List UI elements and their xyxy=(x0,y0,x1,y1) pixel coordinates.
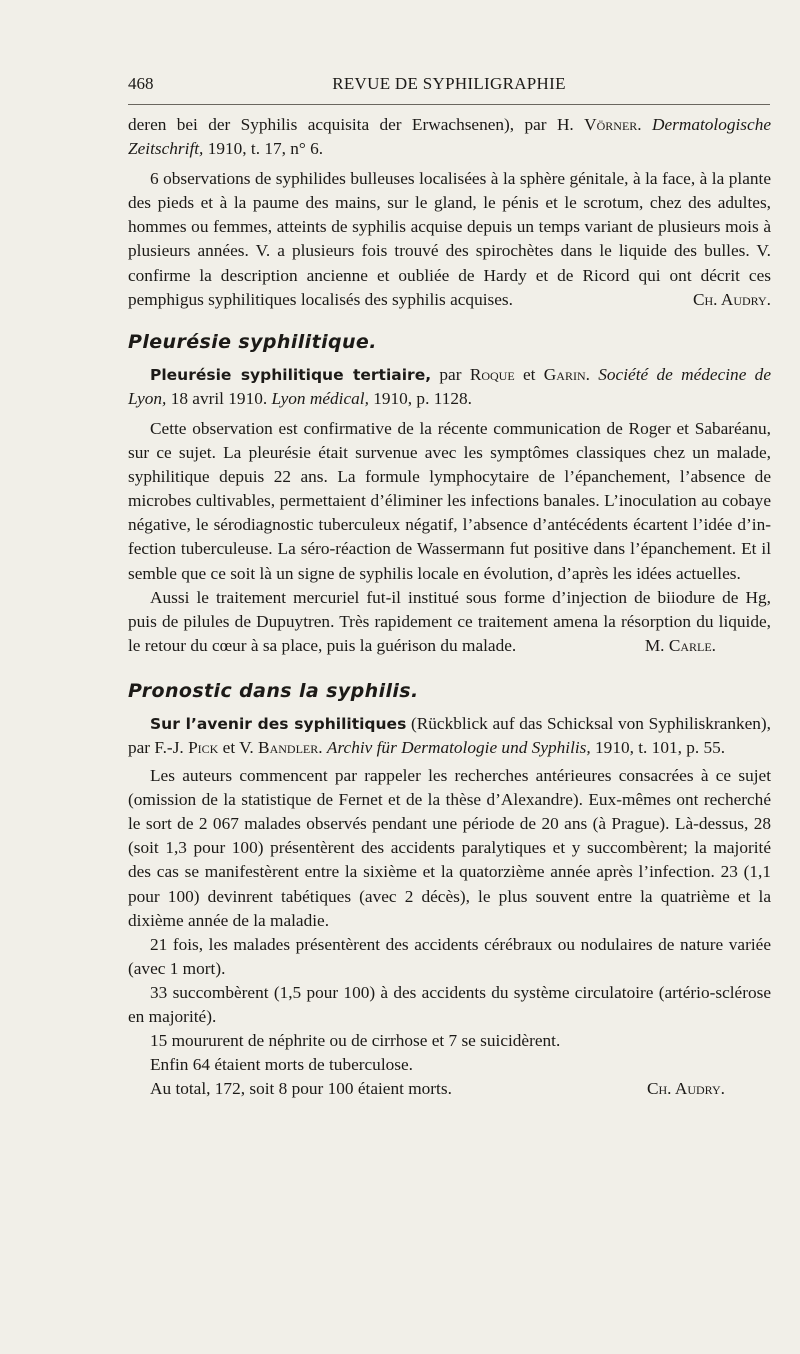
review-paragraph: 33 succombèrent (1,5 pour 100) à des accidents du système circulatoire (artério-sclérose en majorité). xyxy=(128,982,771,1026)
article-title: Sur l’avenir des syphilitiques xyxy=(150,714,407,733)
reviewer-signature: Ch. Audry. xyxy=(646,1079,725,1099)
author-name: Bandler xyxy=(258,737,319,757)
journal-name: Société de médecine de Lyon, xyxy=(128,364,771,408)
reviewer-signature: Ch. Audry. xyxy=(692,289,771,309)
article-reference: Sur l’avenir des syphilitiques (Rückblick auf das Schicksal von Syphiliskranken), par F.-J. Pick et V. Bandler. Archiv für Dermatologie und Syphilis, 1910, t. 101, p. 55. xyxy=(128,713,771,757)
section-heading: Pronostic dans la syphilis. xyxy=(128,679,419,702)
review-paragraph: 15 moururent de néphrite ou de cirrhose et 7 se suicidèrent. xyxy=(150,1031,561,1051)
article-reference: Pleurésie syphilitique tertiaire, par Roque et Garin. Société de médecine de Lyon, 18 avril 1910. Lyon médical, 1910, p. 1128. xyxy=(128,364,771,408)
page-number: 468 xyxy=(128,74,154,93)
header-rule xyxy=(128,104,770,105)
journal-name: Archiv für Dermatologie und Syphilis, xyxy=(326,737,591,757)
review-paragraph: 21 fois, les malades présentèrent des accidents cérébraux ou nodulaires de nature variée (avec 1 mort). xyxy=(128,934,771,978)
author-name: Garin xyxy=(543,364,586,384)
running-header xyxy=(128,74,770,96)
journal-name: Dermatologische Zeitschrift, xyxy=(128,115,772,159)
review-paragraph: 6 observations de syphilides bulleuses localisées à la sphère génitale, à la face, à la plante des pieds et à la paume des mains, sur le gland, le pénis et le scrotum, chez des adultes, hommes ou femmes, atteints de syphilis acquise depuis un temps variant de plusieurs mois à plusieurs années. V. a plusieurs fois trouvé des spirochètes dans le liquide des bulles. V. confirme la description ancienne et oubliée de Hardy et de Ricord qui ont décrit ces pemphigus syphilitiques localisés des syphilis acquises. Ch. Audry. xyxy=(128,167,771,312)
journal-name: Lyon médical, xyxy=(271,388,369,408)
author-name: Vörner xyxy=(584,115,638,134)
review-paragraph: Au total, 172, soit 8 pour 100 étaient morts. Ch. Audry. xyxy=(128,1077,771,1101)
review-paragraph: Enfin 64 étaient morts de tuberculose. xyxy=(150,1055,413,1075)
review-paragraph: Cette observation est confirmative de la récente communication de Roger et Sabaréanu, sur ce sujet. La pleurésie était survenue avec les symptômes classiques chez un malade, syphilitique depuis 22 ans. La formule lymphocytaire de l’épanchement, l’absence de microbes cultivables, permettaient d’éliminer les infections banales. L’inoculation au cobaye négative, le sérodiagnostic tuberculeux négatif, l’absence d’antécédents écartent l’idée d’infection tuberculeuse. La séro-réaction de Wassermann fut positive dans l’épanchement. Et il semble que ce soit là un signe de syphilis locale en évolution, d’après les idées actuelles. xyxy=(128,418,771,583)
reviewer-signature: M. Carle. xyxy=(644,635,716,655)
author-name: Pick xyxy=(188,737,219,757)
section-heading: Pleurésie syphilitique. xyxy=(128,330,377,353)
article-title: Pleurésie syphilitique tertiaire, xyxy=(150,365,432,384)
review-paragraph: Aussi le traitement mercuriel fut-il institué sous forme d’injection de biiodure de Hg, puis de pilules de Dupuytren. Très rapidement ce traitement amena la résorption du liquide, le retour du cœur à sa place, puis la guérison du malade. M. Carle. xyxy=(128,586,771,658)
author-name: Roque xyxy=(469,364,515,384)
journal-title: REVUE DE SYPHILIGRAPHIE xyxy=(332,74,566,93)
page-body xyxy=(128,113,771,1101)
review-paragraph: Les auteurs commencent par rappeler les recherches antérieures consacrées à ce sujet (omission de la statistique de Fernet et de la thèse d’Alexandre). Eux-mêmes ont recherché le sort de 2 067 malades observés pendant une période de 20 ans (à Prague). Là-dessus, 28 (soit 1,3 pour 100) présentèrent des accidents paralytiques et y succombèrent; la majorité des cas se manifestèrent entre la sixième et la quatorzième année après l’infection. 23 (1,1 pour 100) devinrent tabétiques (avec 2 décès), le plus souvent entre la quatrième et la dixième année de la maladie. xyxy=(128,766,771,930)
intro-reference: deren bei der Syphilis acquisita der Erwachsenen), par H. Vörner. Dermatologische Zeitschrift, 1910, t. 17, n° 6. xyxy=(128,115,772,159)
